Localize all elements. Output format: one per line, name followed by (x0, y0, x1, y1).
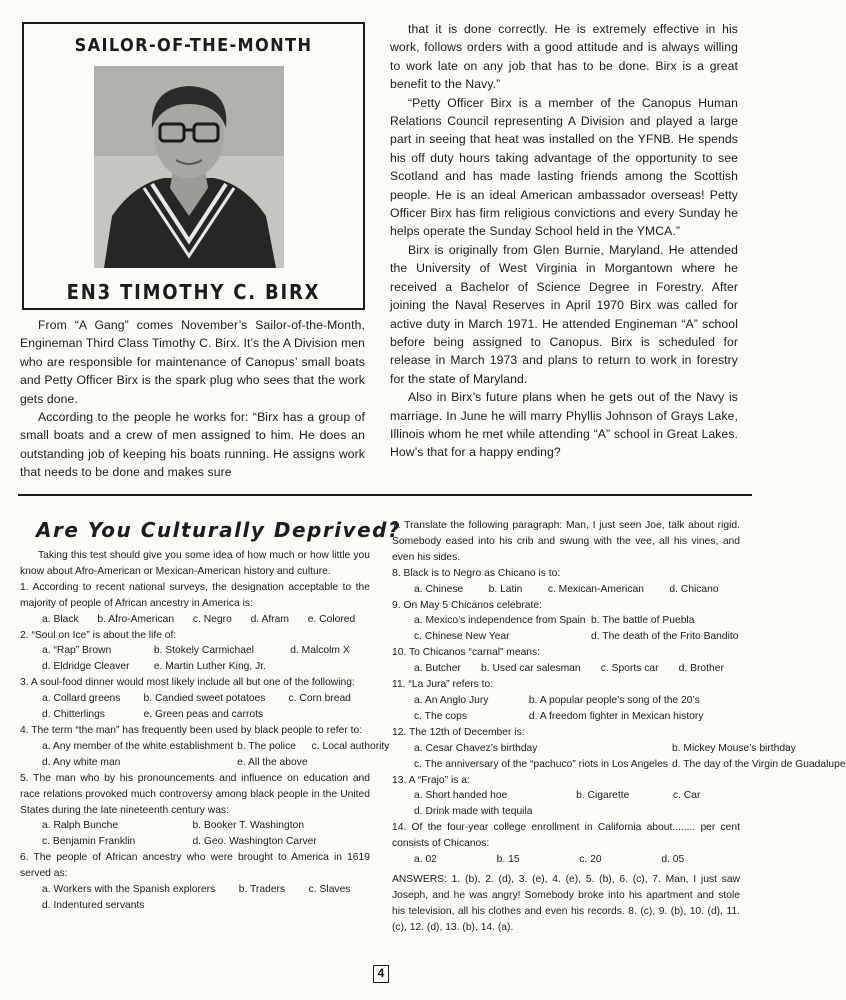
answer-option: b. Mickey Mouse’s birthday (671, 742, 796, 754)
question-text: 4. The term “the man” has frequently been used by black people to refer to: (20, 724, 363, 736)
question-text: 3. A soul-food dinner would most likely include all but one of the following: (20, 677, 355, 689)
answer-option: a. Ralph Bunche (42, 820, 119, 832)
quiz-question (392, 725, 846, 773)
answer-option: b. Traders (238, 884, 286, 896)
page-number: 4 (373, 965, 389, 983)
quiz-question (20, 850, 370, 914)
quiz-question (392, 566, 740, 598)
answer-option: c. 20 (579, 854, 602, 866)
answer-options (392, 613, 740, 645)
answer-option: c. Car (672, 790, 701, 802)
quiz-question (20, 675, 370, 723)
quiz-question (392, 645, 740, 677)
answer-option: c. Chinese New Year (414, 631, 510, 643)
answer-option: a. Workers with the Spanish explorers (42, 884, 216, 896)
answer-option: c. Negro (192, 613, 232, 625)
answer-option: a. Butcher (414, 663, 461, 675)
answer-option: d. Geo. Washington Carver (192, 836, 317, 848)
quiz-right-questions (392, 518, 846, 868)
article-paragraph: “Petty Officer Birx is a member of the Canopus Human Relations Council representing A Division and played a large part in seeing that heat was installed on the YFNB. He spends his off duty hours taking advantage of the opportunity to see Scotland and has made lasting friends among the Scottish people. He is an ideal American ambassador overseas! Petty Officer Birx has firm religious convictions and every Sunday he helps operate the Sunday School held in the YMCA.” (390, 95, 738, 239)
answer-options (20, 739, 390, 771)
quiz-intro: Taking this test should give you some idea of how much or how little you know about Afro-American or Mexican-American history and culture. (20, 550, 370, 577)
answer-option: d. Brother (678, 663, 724, 675)
answer-option: b. Afro-American (97, 613, 175, 625)
question-text: 12. The 12th of December is: (392, 726, 525, 738)
answer-option: b. A popular people’s song of the 20’s (528, 694, 700, 706)
sailor-of-the-month-box (22, 22, 365, 310)
answer-option: d. Chicano (669, 583, 719, 595)
box-title: SAILOR-OF-THE-MONTH (74, 35, 313, 56)
question-text: 7. Translate the following paragraph: Man, I just seen Joe, talk about rigid. Somebody eased into his crib and swung with the vee, all his vines, and even his sides. (392, 520, 740, 563)
quiz-question (20, 723, 390, 771)
quiz-question (392, 820, 740, 868)
sailor-name-caption: EN3 TIMOTHY C. BIRX (66, 280, 321, 304)
answer-option: a. Short handed hoe (414, 790, 508, 802)
portrait-photo-icon (94, 66, 284, 268)
article-paragraph: From “A Gang” comes November’s Sailor-of-the-Month, Engineman Third Class Timothy C. Birx. It’s the A Division men who are responsible for maintenance of Canopus’ small boats and Petty Officer Birx is the spark plug who sees that the work gets done. (20, 318, 365, 406)
answer-option: d. Chitterlings (42, 709, 105, 721)
answer-options (392, 693, 740, 725)
answer-options (392, 852, 740, 868)
answer-options (20, 691, 370, 723)
answer-option: a. Chinese (414, 583, 464, 595)
answer-options (392, 661, 740, 677)
answer-option: d. Malcolm X (290, 645, 350, 657)
answer-options (20, 612, 370, 628)
answer-option: a. “Rap” Brown (42, 645, 112, 657)
answer-option: d. Indentured servants (42, 899, 145, 911)
section-divider (18, 494, 752, 496)
answer-options (20, 818, 370, 850)
answer-option: d. Any white man (42, 756, 121, 768)
quiz-question (20, 628, 370, 676)
answer-option: e. All the above (237, 756, 308, 768)
answer-options (20, 882, 370, 914)
answer-option: a. Any member of the white establishment (42, 740, 234, 752)
answer-option: c. The cops (414, 710, 468, 722)
answer-option: c. Benjamin Franklin (42, 836, 136, 848)
answer-option: b. Candied sweet potatoes (143, 693, 266, 705)
answer-options (392, 582, 740, 598)
answer-option: a. 02 (414, 854, 437, 866)
article-paragraph: Birx is originally from Glen Burnie, Maryland. He attended the University of West Virginia in Morgantown where he received a Bachelor of Science Degree in Forestry. After joining the Naval Reserves in April 1970 Birx was called for active duty in March 1971. He attended Engineman “A” school before being assigned to Canopus. Birx is scheduled for release in March 1973 and plans to return to work in forestry for the state of Maryland. (390, 242, 738, 386)
answer-options (20, 643, 370, 675)
question-text: 2. “Soul on Ice” is about the life of: (20, 629, 177, 641)
quiz-right-column (392, 518, 846, 936)
answer-option: b. 15 (496, 854, 520, 866)
question-text: 1. According to recent national surveys, the designation acceptable to the majority of people of African ancestry in America is: (20, 581, 370, 609)
answer-option: a. An Anglo Jury (414, 694, 489, 706)
answer-option: b. The battle of Puebla (591, 615, 695, 627)
answer-option: b. Cigarette (576, 790, 630, 802)
answer-option: c. The anniversary of the “pachuco” riots in Los Angeles (414, 758, 668, 770)
portrait-photo-drawing (94, 66, 284, 268)
answer-option: a. Collard greens (42, 693, 121, 705)
question-text: 14. Of the four-year college enrollment in California about........ per cent consists of Chicanos: (392, 822, 740, 850)
answer-option: e. Colored (307, 613, 356, 625)
answer-option: b. Booker T. Washington (192, 820, 305, 832)
quiz-title: Are You Culturally Deprived? (36, 518, 402, 542)
quiz-left-questions (20, 580, 390, 914)
quiz-question (392, 677, 740, 725)
quiz-answers: ANSWERS: 1. (b), 2. (d), 3. (e), 4. (e), 5. (b), 6. (c), 7. Man, I just saw Joseph, and he was angry! Somebody broke into his apartment and stole his television, all his clothes and even his records. 8. (c), 9. (b), 10. (d), 11. (c), 12. (d), 13. (b), 14. (a). (392, 873, 740, 933)
answer-option: c. Sports car (600, 663, 659, 675)
answer-option: b. Latin (488, 583, 523, 595)
article-paragraph: According to the people he works for: “Birx has a group of small boats and a crew of men assigned to him. He does an outstanding job of keeping his boats running. He assigns work that needs to be done and makes sure (20, 410, 365, 480)
quiz-question (392, 518, 740, 566)
quiz-question (392, 773, 740, 821)
answer-option: d. 05 (661, 854, 685, 866)
answer-option: d. Eldridge Cleaver (42, 661, 130, 673)
answer-option: c. Slaves (308, 884, 351, 896)
answer-option: a. Mexico’s independence from Spain (414, 615, 586, 627)
question-text: 13. A “Frajo” is a: (392, 774, 470, 786)
answer-option: d. The day of the Virgin de Guadalupe (671, 758, 846, 770)
answer-option: c. Mexican-American (547, 583, 644, 595)
answer-option: e. Green peas and carrots (143, 709, 264, 721)
article-left-column (20, 316, 365, 482)
answer-option: a. Cesar Chavez’s birthday (414, 742, 538, 754)
answer-option: d. A freedom fighter in Mexican history (528, 710, 704, 722)
answer-option: d. The death of the Frito Bandito (591, 631, 739, 643)
question-text: 5. The man who by his pronouncements and influence on education and race relations provoked much controversy among black people in the United States during the late nineteenth century was: (20, 772, 370, 816)
answer-option: d. Afram (250, 613, 289, 625)
question-text: 11. “La Jura” refers to: (392, 679, 494, 691)
answer-option: e. Martin Luther King, Jr. (153, 661, 266, 673)
answer-option: b. The police (237, 740, 296, 752)
quiz-question (20, 771, 370, 851)
quiz-question (20, 580, 370, 628)
question-text: 8. Black is to Negro as Chicano is to: (392, 567, 561, 579)
answer-options (392, 741, 846, 773)
answer-options (392, 788, 740, 820)
answer-option: b. Used car salesman (481, 663, 581, 675)
answer-option: d. Drink made with tequila (414, 806, 533, 818)
quiz-question (392, 598, 740, 646)
answer-option: a. Black (42, 613, 79, 625)
article-right-column (390, 20, 738, 462)
article-paragraph: that it is done correctly. He is extremely effective in his work, follows orders with a good attitude and is always willing to work late on any job that has to be done. Birx is a great benefit to the Navy.” (390, 22, 738, 92)
question-text: 9. On May 5 Chicanos celebrate: (392, 599, 542, 611)
article-paragraph: Also in Birx’s future plans when he gets out of the Navy is marriage. In June he will marry Phyllis Johnson of Grays Lake, Illinois whom he met while attending “A” school in Great Lakes. How’s that for a happy ending? (390, 390, 738, 460)
question-text: 10. To Chicanos “carnal” means: (392, 647, 541, 659)
quiz-left-column (20, 548, 390, 914)
answer-option: b. Stokely Carmichael (153, 645, 254, 657)
answer-option: c. Local authority (311, 740, 390, 752)
question-text: 6. The people of African ancestry who were brought to America in 1619 served as: (20, 852, 370, 880)
answer-option: c. Corn bread (288, 693, 351, 705)
